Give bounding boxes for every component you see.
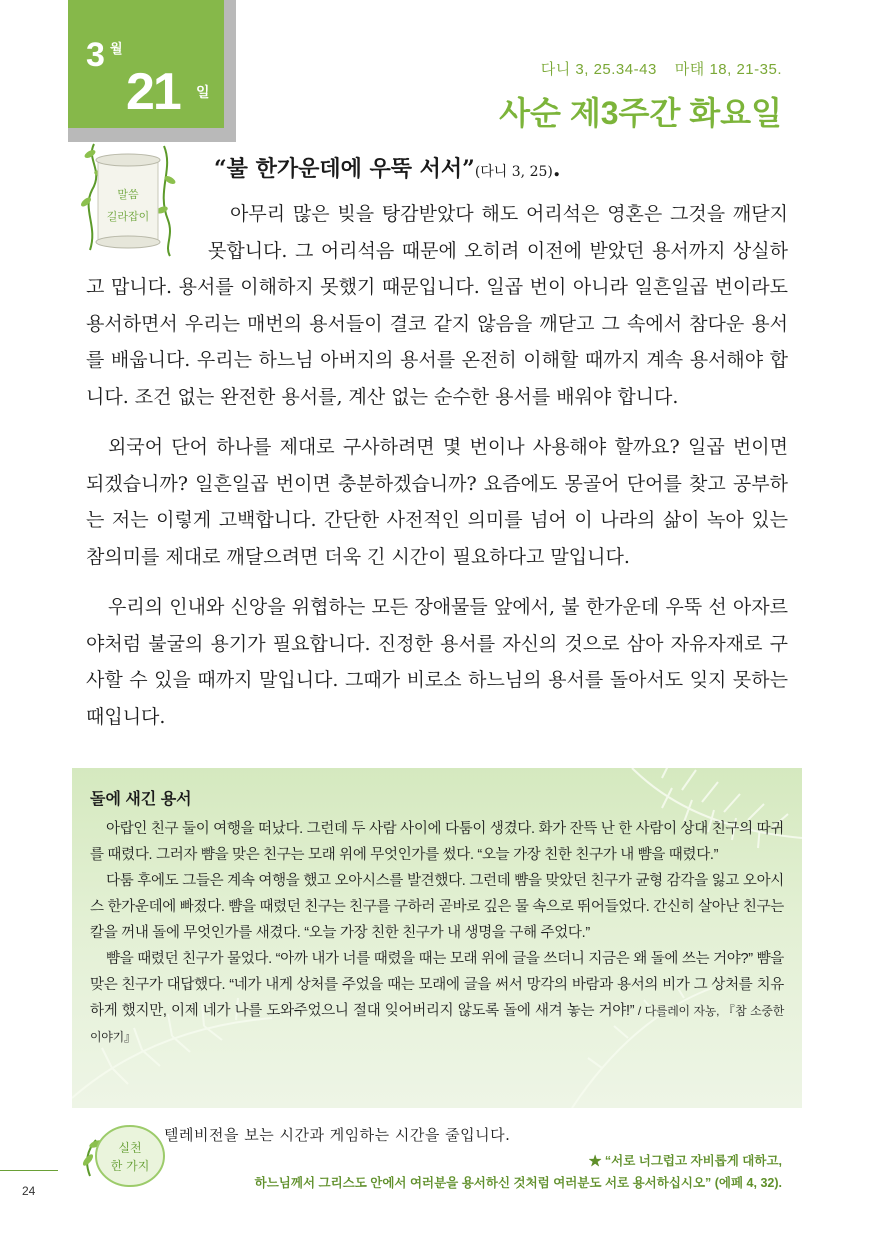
reading-first: 다니 3, 25.34-43 — [540, 61, 657, 78]
date-day-unit: 일 — [196, 84, 210, 100]
date-badge — [68, 0, 224, 128]
verse-end: . — [552, 156, 561, 182]
story-paragraph-1: 아랍인 친구 둘이 여행을 떠났다. 그런데 두 사람 사이에 다툼이 생겼다. 화가 잔뜩 난 한 사람이 상대 친구의 따귀를 때렸다. 그러자 뺨을 맞은 친구는 모래 위에 무엇인가를 썼다. “오늘 가장 친한 친구가 내 뺨을 때렸다.” — [90, 821, 784, 863]
date-month-unit: 월 — [110, 41, 123, 56]
emblem-spacer — [86, 196, 208, 268]
practice-label-1: 실천 — [118, 1141, 142, 1155]
practice-label-2: 한 가지 — [110, 1159, 150, 1173]
story-source: / 다를레이 자농, 『참 소중한 이야기』 — [90, 1004, 784, 1044]
footer-verse-line-1: ★ “서로 너그럽고 자비롭게 대하고, — [588, 1154, 782, 1168]
paragraph-3: 우리의 인내와 신앙을 위협하는 모든 장애물들 앞에서, 불 한가운데 우뚝 선 아자르야처럼 불굴의 용기가 필요합니다. 진정한 용서를 자신의 것으로 삼아 자유자재로 구사할 수 있을 때까지 말입니다. 그때가 비로소 하느님의 용서를 돌아서도 잊지 못하는 때입니다. — [86, 596, 788, 728]
practice-text: 텔레비전을 보는 시간과 게임하는 시간을 줄입니다. — [164, 1126, 511, 1144]
readings — [541, 58, 782, 79]
story-paragraph-3 — [90, 946, 784, 1050]
emblem-label-2: 길라잡이 — [106, 210, 150, 223]
footer-verse — [255, 1150, 782, 1194]
story-box — [72, 768, 802, 1108]
story-body — [90, 816, 784, 1050]
story-title: 돌에 새긴 용서 — [90, 791, 192, 808]
page-number: 24 — [22, 1184, 36, 1198]
date-day: 21 — [126, 63, 180, 121]
emblem-label-1: 말씀 — [117, 188, 139, 201]
verse-quote-text: “불 한가운데에 우뚝 서서” — [214, 156, 475, 182]
verse-reference: (다니 3, 25) — [474, 164, 553, 180]
story-paragraph-2: 다툼 후에도 그들은 계속 여행을 했고 오아시스를 발견했다. 그런데 뺨을 맞았던 친구가 균형 감각을 잃고 오아시스 한가운데에 빠졌다. 뺨을 때렸던 친구는 친구를 구하러 곧바로 깊은 물 속으로 뛰어들었다. 간신히 살아난 친구는 칼을 꺼내 돌에 무엇인가를 새겼다. “오늘 가장 친한 친구가 내 생명을 구해 주었다.” — [90, 873, 784, 941]
main-text — [86, 196, 788, 735]
paragraph-2: 외국어 단어 하나를 제대로 구사하려면 몇 번이나 사용해야 할까요? 일곱 번이면 되겠습니까? 일흔일곱 번이면 충분하겠습니까? 요즘에도 몽골어 단어를 찾고 공부하는 저는 이렇게 고백합니다. 간단한 사전적인 의미를 넘어 이 나라의 삶이 녹아 있는 참의미를 제대로 깨달으려면 더욱 긴 시간이 필요하다고 말입니다. — [86, 436, 788, 568]
liturgical-day-title: 사순 제3주간 화요일 — [499, 95, 782, 131]
footer-verse-line-2: 하느님께서 그리스도 안에서 여러분을 용서하신 것처럼 여러분도 서로 용서하십시오” (에페 4, 32). — [254, 1176, 782, 1190]
paragraph-1: 아무리 많은 빚을 탕감받았다 해도 어리석은 영혼은 그것을 깨닫지 못합니다. 그 어리석음 때문에 오히려 이전에 받았던 용서까지 상실하고 맙니다. 용서를 이해하지 못했기 때문입니다. 일곱 번이 아니라 일흔일곱 번이라도 용서하면서 우리는 매번의 용서들이 결코 같지 않음을 깨닫고 그 속에서 참다운 용서를 배웁니다. 우리는 하느님 아버지의 용서를 온전히 이해할 때까지 계속 용서해야 합니다. 조건 없는 완전한 용서를, 계산 없는 순수한 용서를 배워야 합니다. — [86, 203, 788, 408]
date-month: 3 — [86, 36, 105, 74]
practice-emblem-icon — [76, 1116, 176, 1190]
verse-quote — [214, 152, 561, 183]
page-divider — [0, 1170, 58, 1171]
story-paragraph-3-text: 뺨을 때렸던 친구가 물었다. “아까 내가 너를 때렸을 때는 모래 위에 글을 쓰더니 지금은 왜 돌에 쓰는 거야?” 뺨을 맞은 친구가 대답했다. “네가 내게 상처를 주었을 때는 모래에 글을 써서 망각의 바람과 용서의 비가 그 상처를 치유하게 했지만, 이제 네가 나를 도와주었으니 절대 잊어버리지 않도록 돌에 새겨 놓는 거야!” — [90, 951, 784, 1019]
reading-gospel: 마태 18, 21-35. — [674, 61, 782, 78]
